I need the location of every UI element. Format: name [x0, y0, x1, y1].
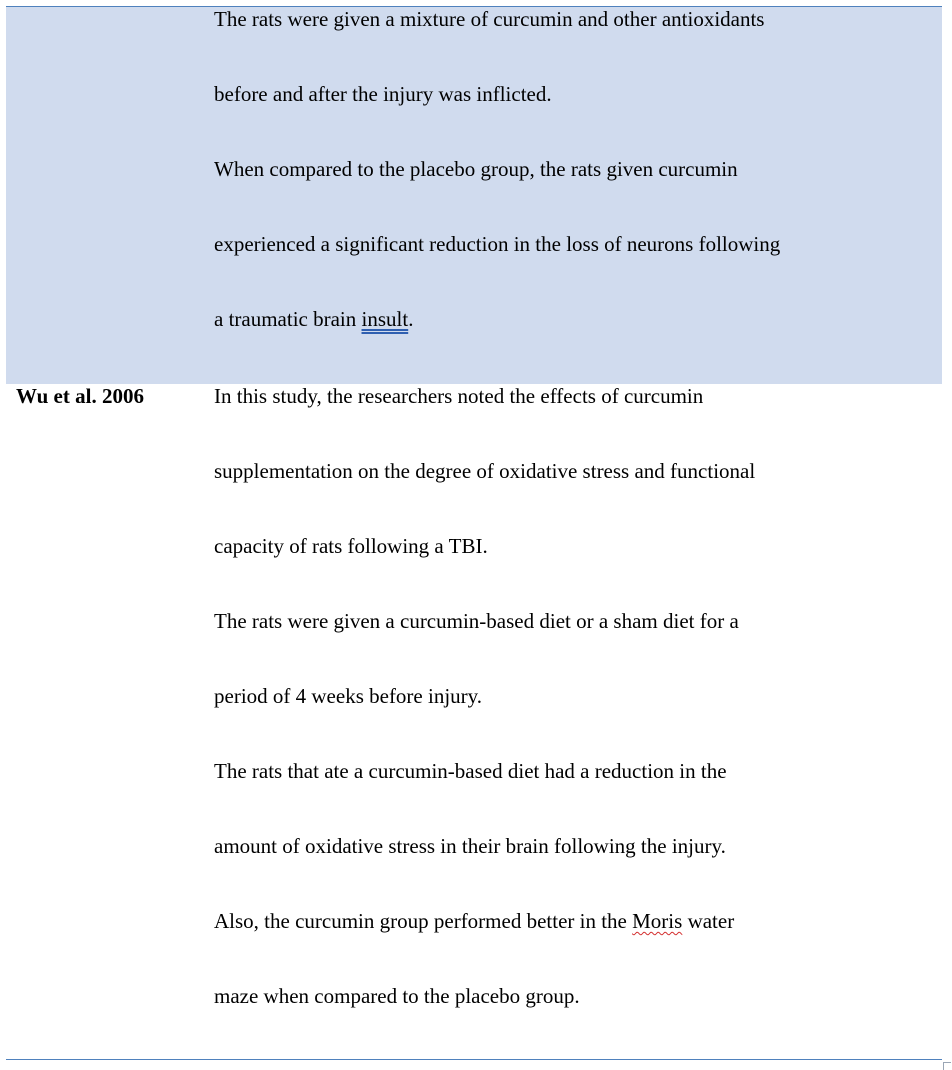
- text-line: maze when compared to the placebo group.: [214, 984, 580, 1008]
- text-line: The rats were given a curcumin-based diet or a sham diet for a: [214, 609, 739, 633]
- grammar-flagged-word[interactable]: insult: [361, 307, 409, 331]
- table-resize-handle[interactable]: [943, 1062, 951, 1070]
- text-line: experienced a significant reduction in the loss of neurons following: [214, 232, 781, 256]
- text-line: [214, 909, 934, 934]
- text-line: before and after the injury was inflicted.: [214, 82, 552, 106]
- findings-cell[interactable]: [214, 7, 934, 382]
- text-line: The rats that ate a curcumin-based diet had a reduction in the: [214, 759, 727, 783]
- text-segment: Also, the curcumin group performed better in the: [214, 909, 633, 933]
- text-line: capacity of rats following a TBI.: [214, 534, 488, 558]
- text-line: [214, 307, 934, 332]
- table-row: [6, 7, 942, 384]
- text-line: amount of oxidative stress in their brain following the injury.: [214, 834, 726, 858]
- text-segment: water: [682, 909, 735, 933]
- findings-cell[interactable]: [214, 384, 934, 1059]
- text-line: supplementation on the degree of oxidative stress and functional: [214, 459, 756, 483]
- text-line: When compared to the placebo group, the rats given curcumin: [214, 157, 738, 181]
- table-row: [6, 384, 942, 1059]
- text-line: The rats were given a mixture of curcumin and other antioxidants: [214, 7, 765, 31]
- text-segment: a traumatic brain: [214, 307, 362, 331]
- author-cell: Wu et al. 2006: [16, 384, 144, 408]
- text-line: period of 4 weeks before injury.: [214, 684, 483, 708]
- spelling-flagged-word[interactable]: Moris: [632, 909, 683, 933]
- text-line: In this study, the researchers noted the effects of curcumin: [214, 384, 704, 408]
- table-bottom-rule: [6, 1059, 942, 1060]
- text-segment: .: [408, 307, 414, 331]
